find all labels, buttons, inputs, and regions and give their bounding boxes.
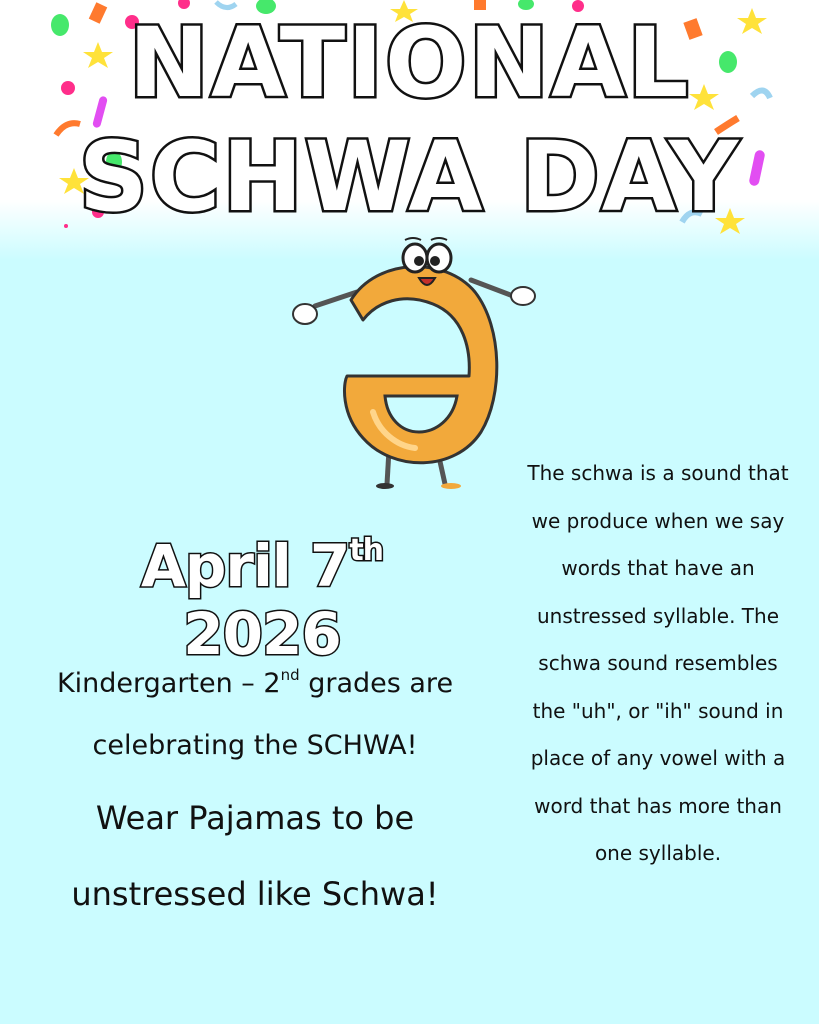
date-year: 2026 [183, 600, 341, 668]
grades-ordinal: nd [280, 666, 300, 684]
grades-prefix: Kindergarten – 2 [56, 668, 281, 699]
title-line-national: NATIONAL [128, 7, 691, 119]
title-line-schwa-day: SCHWA DAY [78, 121, 741, 233]
schwa-explanation: The schwa is a sound that we produce when we say words that have an unstressed syllable. The schwa sound resembles the "uh", or "ih" sound in place of any vowel with a word that has more than one syllable. [527, 461, 789, 865]
date-month-day: April 7 [140, 532, 350, 600]
date-ordinal: th [349, 533, 384, 568]
grades-announcement [20, 644, 490, 777]
pajamas-announcement [20, 780, 490, 932]
celebrating-text: celebrating the SCHWA! [92, 730, 418, 761]
pajamas-line-1: Wear Pajamas to be [95, 799, 415, 837]
grades-rest: grades are [308, 668, 454, 699]
pajamas-line-2: unstressed like Schwa! [71, 875, 439, 913]
schwa-character-icon [285, 236, 545, 490]
